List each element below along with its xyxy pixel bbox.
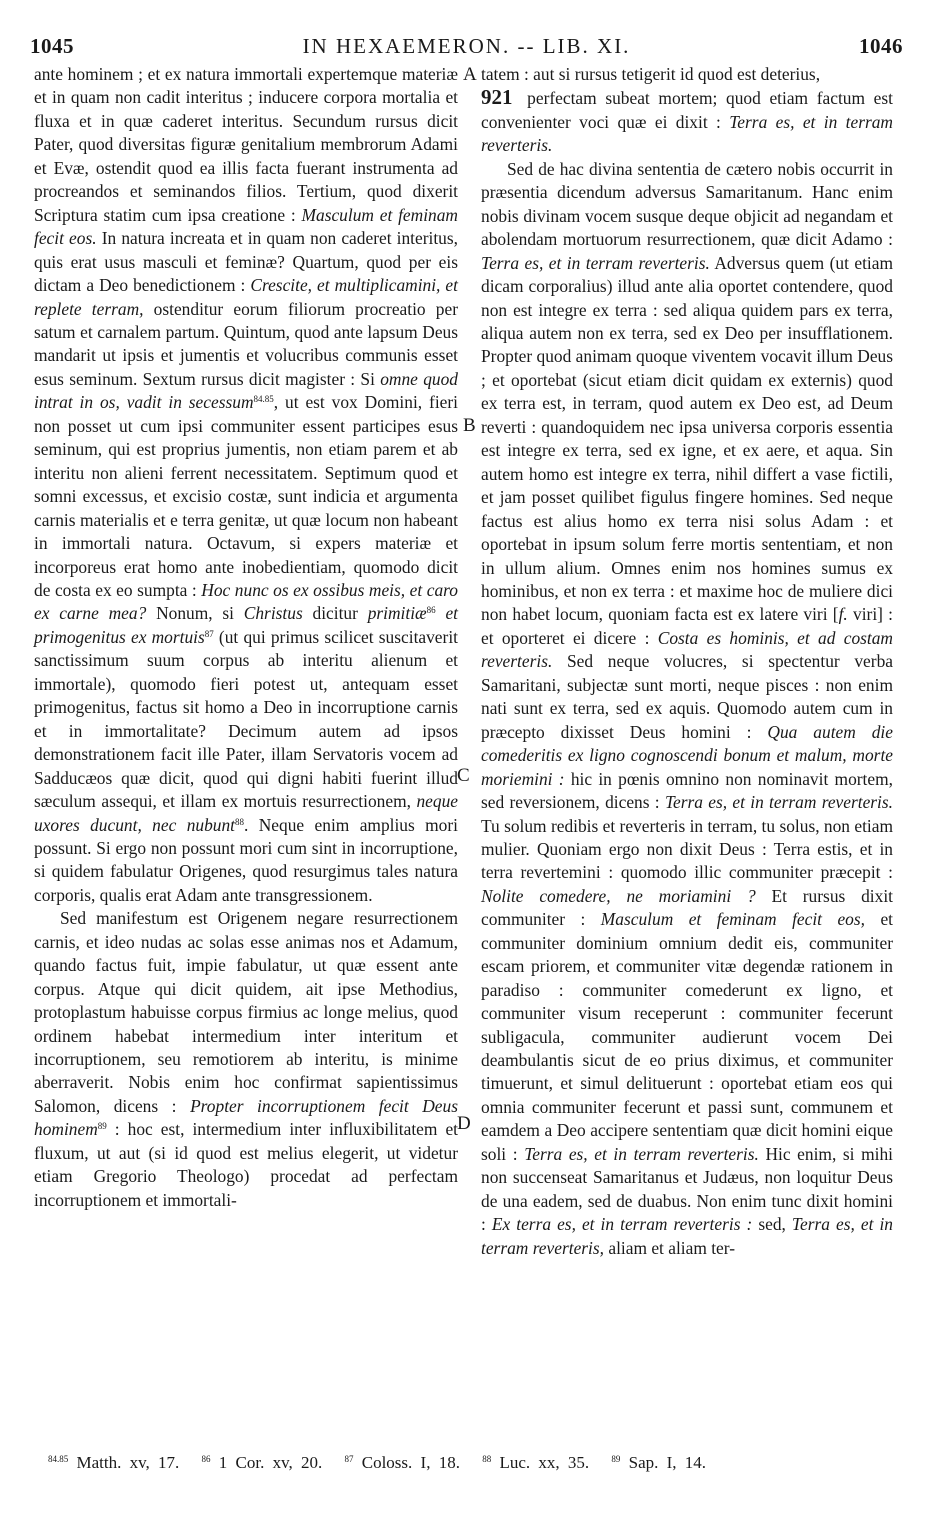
paragraph: Sed de hac divina sententia de cætero nobis occurrit in præsentia dicendum adversus Samaritanum. Hanc enim nobis divinam vocem susque deque objicit ad negandam et abolendam mortuorum resurrectionem, quæ dicit Adamo : Terra es, et in terram reverteris. Adversus quem (ut etiam dicam corporalius) illud ante alia oportet contendere, quod non est integre ex terra : sed aliqua quidem pars ex terra, aliqua autem non ex terra, sed ex Deo per insufflationem. Propter quod animam quoque viventem vocavit illum Deus ; et oportebat (sicut etiam dicit quidam ex externis) quod ex terra est, in terram, quod autem ex Deo est, ad Deum reverti : quandoquidem nec ipsa universa corporis essentia est integre ex terra, sed ex igne, et ex aere, et aqua. Sin autem homo est integre ex terra, nihil differt a vase fictili, et jam posset quilibet figulus fingere homines. Sed neque factus est alius homo ex terra nisi solus Adam : et oportebat in ipsum solum ferre mortis sententiam, et non in ullum alium. Omnes enim nos homines sumus ex hominibus, et non ex terra : et maxime hoc de muliere dici non habet locum, quoniam facta est ex latere viri [f. viri] : et oporteret ei dicere : Costa es hominis, et ad costam reverteris. Sed neque volucres, si spectentur verba Samaritani, subjectæ sunt morti, neque pisces : non enim nati sunt ex terra, sed ex aquis. Quomodo autem cum in præcepto dixisset Deus homini : Qua autem die comederitis ex ligno cognoscendi bonum et malum, morte moriemini : hic in pœnis omnino non nominavit mortem, sed reversionem, dicens : Terra es, et in terram reverteris. Tu solum redibis et reverteris in terram, tu solus, non etiam mulier. Quoniam ergo non dixit Deus : Terra estis, et in terra revertemini : quomodo illic communiter præcepit : Nolite comedere, ne moriamini ? Et rursus dixit communiter : Masculum et feminam fecit eos, et communiter dominium omnium dedit eis, communiter escam priorem, et communiter vitæ degendæ rationem in paradiso : communiter comederunt ex ligno, et communiter visum receperunt : communiter fecerunt subligacula, communiter audierunt vocem Dei deambulantis sicut de eo prius diximus, et communiter timuerunt, et simul delituerunt : oportebat etiam eos qui omnia communiter fecerunt et passi sunt, communem et eamdem a Deo accipere sententiam quæ dicit homini eique soli : Terra es, et in terram reverteris. Hic enim, si mihi non succenseat Samaritanus et Judæus, non loquitur Deus de una eadem, sed de duabus. Non enim tunc dixit homini : Ex terra es, et in terram reverteris : sed, Terra es, et in terram reverteris, aliam et aliam ter- [481,158,894,1258]
footnote: $^{89}$ Sap. I, 14. [611,1453,707,1472]
footnote: $^{84.85}$ Matth. xv, 17. [48,1453,180,1472]
footnote-ref: 87 [204,628,214,639]
running-header [30,34,903,62]
paragraph: Sed manifestum est Origenem negare resurrectionem carnis, et ideo nudas ac solas esse animas nos et Adamum, quando factus fuit, impie fabulatur, ut quæ essent ante corpus. Atque qui dicit quidem, ait ipse Methodius, protoplastum habuisse corpus firmius ac longe melius, quod ordinem habebat intermedium inter interitum et incorruptionem, seu remotiorem ab interitu, is minime aberraverit. Nobis enim hoc confirmat sapientissimus Salomon, dicens : Propter incorruptionem fecit Deus hominem$^{89}$ : hoc est, intermedium inter influxibilitatem et fluxum, ut aut (si id quod est melius elegerit, ut videtur etiam Gregorio Theologo) procedat ad perfectam incorruptionem et immortali- [34,908,458,1210]
margin-mark-c: C [457,765,470,786]
footnote: $^{87}$ Coloss. I, 18. [344,1453,460,1472]
margin-mark-d: D [457,1113,471,1134]
running-title: IN HEXAEMERON. -- LIB. XI. [302,34,631,58]
page-number-left: 1045 [30,34,74,58]
footnotes [48,1453,908,1473]
right-column [481,63,893,1260]
margin-mark-a: A [463,64,477,85]
margin-mark-b: B [463,415,476,436]
footnote: $^{88}$ Luc. xx, 35. [482,1453,590,1472]
left-column [34,63,458,1212]
footnote-ref: 86 [426,605,436,616]
footnote-ref: 84.85 [253,394,274,405]
column-number: 921 [481,85,513,110]
footnote-ref: 88 [235,816,245,827]
paragraph: tatem : aut si rursus tetigerit id quod est deterius, 921 perfectam subeat mortem; quod etiam factum est convenienter voci quæ ei dixit : Terra es, et in terram reverteris. [481,64,893,156]
page-number-right: 1046 [859,34,903,58]
footnote: $^{86}$ 1 Cor. xv, 20. [201,1453,323,1472]
paragraph: ante hominem ; et ex natura immortali expertemque materiæ et in quam non cadit interitus ; inducere corpora mortalia et fluxa et in quæ caderet interitus. Secundum rursus dicit Pater, quod diversitas figuræ genitalium membrorum Adami et Evæ, ostendit quod ea illis facta fuerant instrumenta ad procreandos et seminandos filios. Tertium, quod dixerit Scriptura statim cum ipsa creatione : Masculum et feminam fecit eos. In natura increata et in quam non caderet interitus, quis erat usus masculi et feminæ? Quartum, quod per eis dictam a Deo benedictionem : Crescite, et multiplicamini, et replete terram, ostenditur eorum filiorum procreatio per satum et carnalem partum. Quintum, quod ante lapsum Deus mandarit ut ipsis et jumentis et volucribus communis esset esus seminum. Sextum rursus dicit magister : Si omne quod intrat in os, vadit in secessum$^{84.85}$, ut est vox Domini, fieri non posset ut cum ipsi communiter essent participes esus seminum, qui est proprius jumentis, non etiam parem et ab interitu non alieni ferrent necessitatem. Septimum quod et somni excessus, et excisio costæ, sunt indicia et argumenta carnis materialis et e terra genitæ, ut quæ locum non habeant in immortali natura. Octavum, si expers materiæ et incorporeus erat homo ante inobedientiam, quomodo dicit de costa ex eo sumpta : Hoc nunc os ex ossibus meis, et caro ex carne mea? Nonum, si Christus dicitur primitiæ$^{86}$ et primogenitus ex mortuis$^{87}$ (ut qui primus scilicet suscitaverit sanctissimum suum corpus ab interitu alienum et immortale), quomodo fieri potest ut, antequam esset primogenitus, factus sit homo a Deo in incorruptione carnis et in immortalitate? Decimum autem ad ipsos demonstrationem facit ille Pater, illam Servatoris vocem ad Sadducæos quæ dicit, quod qui digni habiti fuerint illud sæculum assequi, et illam ex mortuis resurrectionem, neque uxores ducunt, nec nubunt$^{88}$. Neque enim amplius mori possunt. Si ergo non possunt mori cum sint in incorruptione, si quidem fabulatur Origenes, quod resurgimus tales natura corporis, qualis erat Adam ante transgressionem. [34,64,458,905]
footnote-ref: 89 [97,1121,107,1132]
